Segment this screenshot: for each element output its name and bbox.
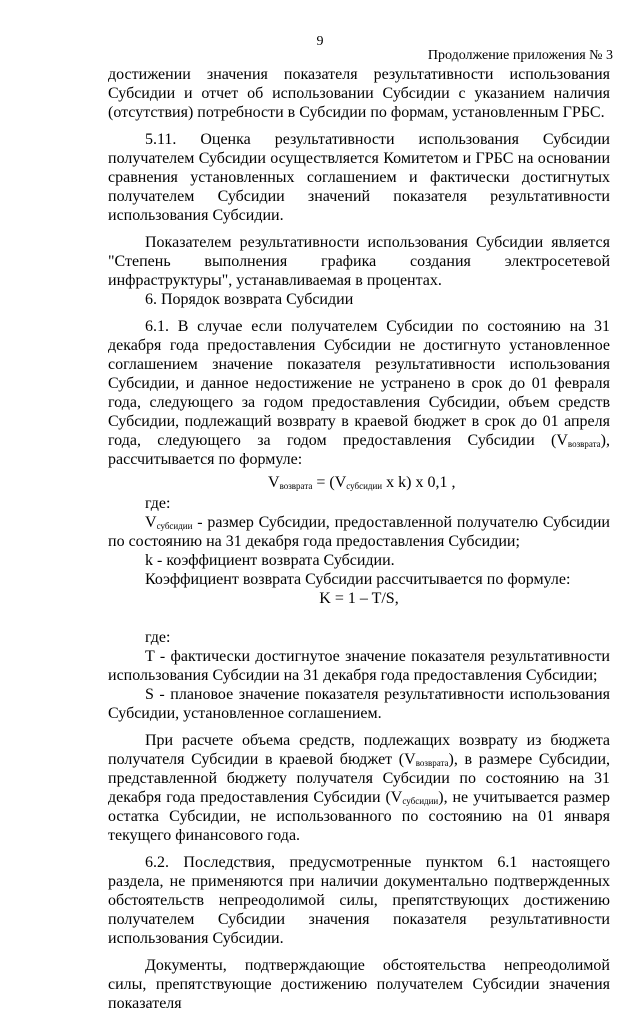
formula-sub-subsidy: субсидии [346,481,383,491]
paragraph-calc-sub2: субсидии [402,796,439,806]
where-label-1: где: [145,495,171,512]
appendix-continuation-label: Продолжение приложения № 3 [427,48,613,63]
definition-v-letter: V [145,514,157,531]
section-6-heading: 6. Порядок возврата Субсидии [145,291,354,308]
subscript-return: возврата [567,439,601,449]
paragraph-6-2: 6.2. Последствия, предусмотренные пунктом 6.1 настоящего раздела, не применяются при наличии документально подтвержденных обстоятельств непреодолимой силы, препятствующих достижению получателем Субсидии значения показателя результативности использования Субсидии. [108,854,610,947]
page-number: 9 [316,34,324,49]
formula-mid: = (V [312,474,347,491]
paragraph-calc-text-c: ), не учитывается размер остатка Субсидии, не использованного по состоянию на 01 января текущего финансового года. [108,789,610,844]
paragraph-continuation: достижении значения показателя результативности использования Субсидии и отчет об использовании Субсидии с указанием наличия (отсутствия) потребности в Субсидии по формам, установленным ГРБС. [108,66,610,121]
definition-s: S - плановое значение показателя результативности использования Субсидии, установленное соглашением. [108,686,610,722]
document-body [108,65,610,1013]
definition-v-subsidy [108,513,610,551]
paragraph-calc-text-a: При расчете объема средств, подлежащих возврату из бюджета получателя Субсидии в краевой бюджет (V [108,732,610,768]
coefficient-intro: Коэффициент возврата Субсидии рассчитывается по формуле: [145,571,571,588]
paragraph-6-1 [108,317,610,469]
definition-k: k - коэффициент возврата Субсидии. [145,552,395,569]
where-label-2: где: [145,629,171,646]
paragraph-calc-sub1: возврата [415,758,449,768]
blank-line [108,608,610,628]
formula-coefficient: K = 1 – T/S, [319,590,399,607]
formula-end: x k) x 0,1 , [382,474,456,491]
paragraph-6-1-text-a: 6.1. В случае если получателем Субсидии по состоянию на 31 декабря года предоставления Субсидии не достигнуто установленное соглашением значение показателя результативности использования Субсидии, и данное недостижение не устранено в срок до 01 февраля года, следующего за годом предоставления Субсидии, объем средств Субсидии, подлежащий возврату в краевой бюджет в срок до 01 апреля года, следующего за годом предоставления Субсидии (V [108,318,610,449]
paragraph-indicator: Показателем результативности использования Субсидии является "Степень выполнения графика создания электросетевой инфраструктуры", устанавливаемая в процентах. [108,234,610,289]
paragraph-calc-text-b: ), в размере Субсидии, представленной бюджету получателя Субсидии по состоянию на 31 декабря года предоставления Субсидии (V [108,751,611,806]
formula-v: V [268,474,280,491]
definition-t: T - фактически достигнутое значение показателя результативности использования Субсидии на 31 декабря года предоставления Субсидии; [108,648,610,684]
paragraph-6-1-text-b: ), рассчитывается по формуле: [108,432,610,468]
paragraph-documents: Документы, подтверждающие обстоятельства непреодолимой силы, препятствующие достижению получателем Субсидии значения показателя [108,957,610,1012]
definition-v-sub: субсидии [156,521,193,531]
definition-v-text: - размер Субсидии, предоставленной получателю Субсидии по состоянию на 31 декабря года предоставления Субсидии; [108,514,610,550]
paragraph-calculation [108,731,610,845]
formula-sub-return: возврата [279,481,313,491]
formula-return-volume [108,473,610,492]
paragraph-5-11: 5.11. Оценка результативности использования Субсидии получателем Субсидии осуществляется Комитетом и ГРБС на основании сравнения установленных соглашением и фактически достигнутых получателем Субсидии значений показателя результативности использования Субсидии. [108,131,610,224]
